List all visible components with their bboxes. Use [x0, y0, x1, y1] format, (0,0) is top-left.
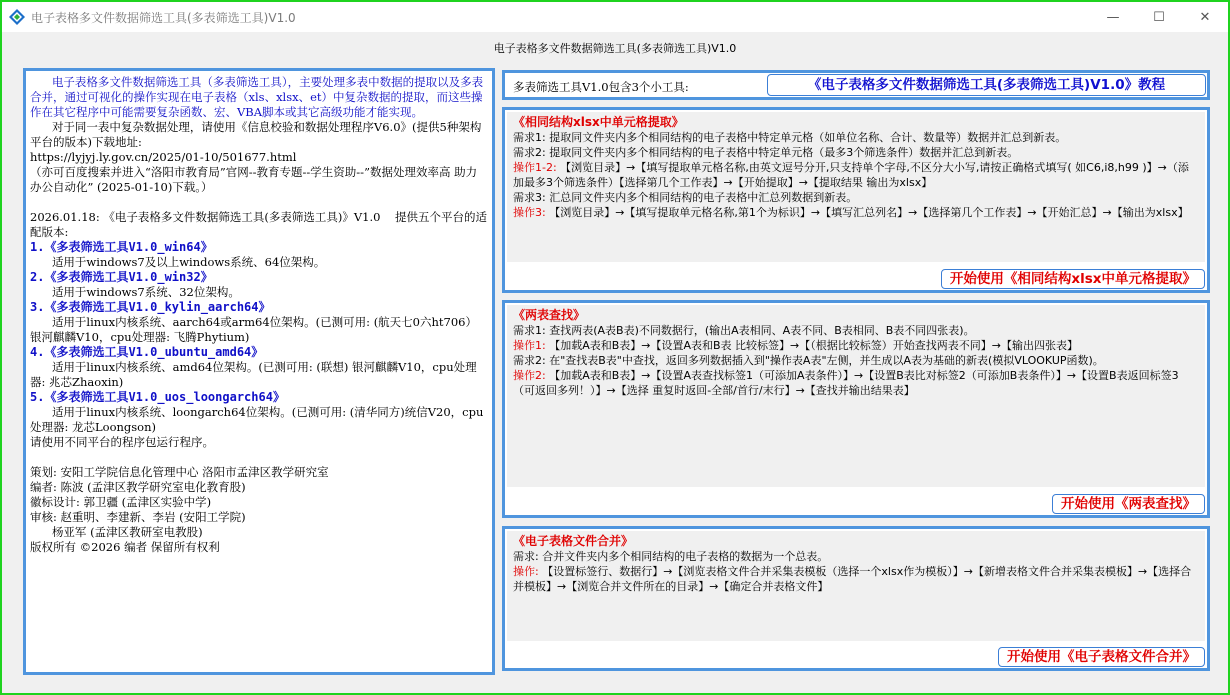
tool-title: 《相同结构xlsx中单元格提取》: [513, 115, 684, 129]
version-desc: 适用于linux内核系统、amd64位架构。(已测可用: (联想) 银河麒麟V10，cpu处理器: 兆芯Zhaoxin): [30, 360, 477, 389]
tool-line: [513, 190, 1199, 205]
platform-note: 请使用不同平台的程序包运行程序。: [30, 435, 214, 449]
tool-line: [513, 564, 1199, 594]
version-name: 5.《多表筛选工具V1.0_uos_loongarch64》: [30, 390, 285, 404]
recommend-text: 对于同一表中复杂数据处理，请使用《信息校验和数据处理程序V6.0》(提供5种架构平台的版本)下载地址: https://lyjyj.ly.gov.cn/2025/01-10/501677.html （亦可百度搜索并进入“洛阳市教育局”官网--教育专题--学生资助--”数据处理效率高 助力办公自动化” (2025-01-10)下载。）: [30, 120, 482, 194]
tool-line: [513, 368, 1199, 398]
tool-line: [513, 323, 1199, 338]
start-file-merge-button[interactable]: 开始使用《电子表格文件合并》: [998, 647, 1205, 667]
version-name: 4.《多表筛选工具V1.0_ubuntu_amd64》: [30, 345, 264, 359]
tool-lines: [513, 323, 1199, 398]
tutorial-button[interactable]: 《电子表格多文件数据筛选工具(多表筛选工具)V1.0》教程: [767, 74, 1206, 96]
app-header: 电子表格多文件数据筛选工具(多表筛选工具)V1.0: [2, 32, 1228, 60]
version-list: [30, 240, 488, 435]
tool-line: [513, 160, 1199, 190]
release-text: 2026.01.18: 《电子表格多文件数据筛选工具(多表筛选工具)》V1.0 提供五个平台的适配版本:: [30, 210, 488, 239]
operation-label: 操作:: [513, 565, 543, 578]
start-cell-extract-button[interactable]: 开始使用《相同结构xlsx中单元格提取》: [941, 269, 1205, 289]
line-text: 需求: 合并文件夹内多个相同结构的电子表格的数据为一个总表。: [513, 550, 829, 563]
maximize-button[interactable]: ☐: [1153, 9, 1165, 25]
tool-line: [513, 549, 1199, 564]
tool-line: [513, 338, 1199, 353]
tool-line: [513, 205, 1199, 220]
line-text: 【设置标签行、数据行】→【浏览表格文件合并采集表模板（选择一个xlsx作为模板）】→【新增表格文件合并采集表模板】→【选择合并模板】→【浏览合并文件所在的目录】→【确定合并表格文件】: [513, 565, 1192, 593]
tool-description: [507, 305, 1205, 487]
tool-two-table-lookup: [502, 300, 1210, 518]
tool-lines: [513, 549, 1199, 594]
intro-text: 电子表格多文件数据筛选工具（多表筛选工具），主要处理多表中数据的提取以及多表合并，通过可视化的操作实现在电子表格（xls、xlsx、et）中复杂数据的提取，而这些操作在其它程序中可能需要复杂函数、宏、VBA脚本或其它高级功能才能实现。: [30, 75, 484, 119]
line-text: 需求1: 查找两表(A表B表)不同数据行，(输出A表相同、A表不同、B表相同、B表不同四张表)。: [513, 324, 975, 337]
line-text: 【浏览目录】→【填写提取单元格名称,由英文逗号分开,只支持单个字母,不区分大小写,请按正确格式填写( 如C6,i8,h99 )】→（添加最多3个筛选条件）【选择第几个工作表】→【开始提取】→【提取结果 输出为xlsx】: [513, 161, 1189, 189]
version-desc: 适用于linux内核系统、loongarch64位架构。(已测可用: (清华同方)统信V20，cpu处理器: 龙芯Loongson): [30, 405, 484, 434]
tool-file-merge: [502, 526, 1210, 671]
tool-lines: [513, 130, 1199, 220]
line-text: 需求1: 提取同文件夹内多个相同结构的电子表格中特定单元格（如单位名称、合计、数量等）数据并汇总到新表。: [513, 131, 1067, 144]
version-desc: 适用于linux内核系统、aarch64或arm64位架构。(已测可用: (航天七0六ht706）银河麒麟V10，cpu处理器: 飞腾Phytium): [30, 315, 477, 344]
app-logo-icon: [9, 9, 25, 25]
operation-label: 操作3:: [513, 206, 550, 219]
credits-text: 策划: 安阳工学院信息化管理中心 洛阳市孟津区教学研究室 编者: 陈波 (孟津区教学研究室电化教育股) 徽标设计: 郭卫疆 (孟津区实验中学) 审核: 赵重明、李建新、李岩 (安阳工学院) 杨亚军 (孟津区教研室电教股) 版权所有 ©2026 编者 保留所有权利: [30, 465, 329, 554]
version-name: 2.《多表筛选工具V1.0_win32》: [30, 270, 213, 284]
tools-intro-label: 多表筛选工具V1.0包含3个小工具:: [513, 80, 689, 94]
info-panel: [23, 68, 495, 675]
tool-description: [507, 112, 1205, 262]
line-text: 需求2: 在"查找表B表"中查找，返回多列数据插入到"操作表A表"左侧，并生成以A表为基础的新表(模拟VLOOKUP函数)。: [513, 354, 1104, 367]
window-controls: [1090, 2, 1228, 32]
operation-label: 操作1-2:: [513, 161, 561, 174]
tools-intro-bar: [502, 70, 1210, 100]
version-name: 1.《多表筛选工具V1.0_win64》: [30, 240, 213, 254]
line-text: 【浏览目录】→【填写提取单元格名称,第1个为标识】→【填写汇总列名】→【选择第几个工作表】→【开始汇总】→【输出为xlsx】: [549, 206, 1189, 219]
tool-title: 《电子表格文件合并》: [513, 534, 634, 548]
spacer: [30, 450, 488, 465]
version-desc: 适用于windows7及以上windows系统、64位架构。: [30, 255, 326, 269]
tool-description: [507, 531, 1205, 641]
line-text: 需求3: 汇总同文件夹内多个相同结构的电子表格中汇总列数据到新表。: [513, 191, 858, 204]
line-text: 【加载A表和B表】→【设置A表查找标签1（可添加A表条件）】→【设置B表比对标签2（可添加B表条件）】→【设置B表返回标签3（可返回多列！）】→【选择 重复时返回-全部/首行/末行】→【查找并输出结果表】: [513, 369, 1179, 397]
start-two-table-lookup-button[interactable]: 开始使用《两表查找》: [1052, 494, 1205, 514]
tool-cell-extract: [502, 107, 1210, 293]
line-text: 【加载A表和B表】→【设置A表和B表 比较标签】→【（根据比较标签）开始查找两表不同】→【输出四张表】: [549, 339, 1078, 352]
version-desc: 适用于windows7系统、32位架构。: [30, 285, 240, 299]
spacer: [30, 195, 488, 210]
tool-line: [513, 353, 1199, 368]
line-text: 需求2: 提取同文件夹内多个相同结构的电子表格中特定单元格（最多3个筛选条件）数据并汇总到新表。: [513, 146, 1019, 159]
tool-line: [513, 130, 1199, 145]
operation-label: 操作2:: [513, 369, 550, 382]
title-bar: [2, 2, 1228, 32]
tool-line: [513, 145, 1199, 160]
version-name: 3.《多表筛选工具V1.0_kylin_aarch64》: [30, 300, 271, 314]
minimize-button[interactable]: —: [1106, 9, 1120, 25]
operation-label: 操作1:: [513, 339, 550, 352]
window-title: 电子表格多文件数据筛选工具(多表筛选工具)V1.0: [31, 10, 296, 25]
close-button[interactable]: ✕: [1199, 9, 1211, 25]
tool-title: 《两表查找》: [513, 308, 586, 322]
